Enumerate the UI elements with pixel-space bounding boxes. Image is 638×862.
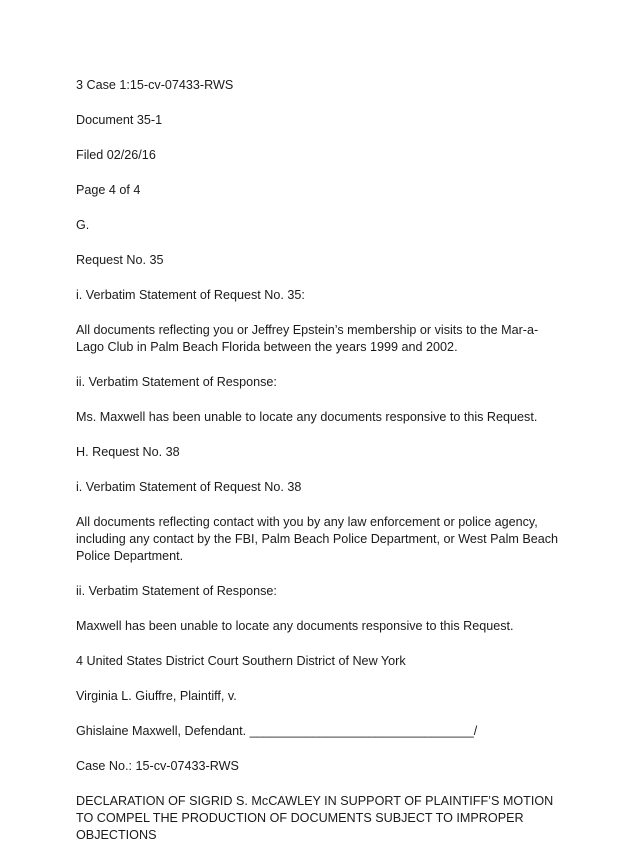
response-35-label: ii. Verbatim Statement of Response: [76, 375, 277, 389]
declaration-title: DECLARATION OF SIGRID S. McCAWLEY IN SUPPORT OF PLAINTIFF’S MOTION TO COMPEL THE PRODUCTION OF DOCUMENTS SUBJECT TO IMPROPER OBJECTIONS [76, 794, 554, 842]
request-35-heading: Request No. 35 [76, 253, 164, 267]
response-38-text: Maxwell has been unable to locate any documents responsive to this Request. [76, 619, 514, 633]
page-number: Page 4 of 4 [76, 183, 141, 197]
plaintiff-line: Virginia L. Giuffre, Plaintiff, v. [76, 689, 237, 703]
request-35-text: All documents reflecting you or Jeffrey Epstein’s membership or visits to the Mar-a-Lago Club in Palm Beach Florida between the years 1999 and 2002. [76, 323, 539, 354]
request-35-statement-label: i. Verbatim Statement of Request No. 35: [76, 288, 305, 302]
response-38-label: ii. Verbatim Statement of Response: [76, 584, 277, 598]
case-header: 3 Case 1:15-cv-07433-RWS [76, 78, 234, 92]
document-body [76, 77, 566, 862]
section-letter-g: G. [76, 218, 90, 232]
case-number: Case No.: 15-cv-07433-RWS [76, 759, 239, 773]
response-35-text: Ms. Maxwell has been unable to locate any documents responsive to this Request. [76, 410, 538, 424]
court-caption: 4 United States District Court Southern District of New York [76, 654, 406, 668]
request-38-heading: H. Request No. 38 [76, 445, 180, 459]
document-number: Document 35-1 [76, 113, 163, 127]
filed-date: Filed 02/26/16 [76, 148, 156, 162]
request-38-statement-label: i. Verbatim Statement of Request No. 38 [76, 480, 302, 494]
defendant-line: Ghislaine Maxwell, Defendant. ________________________________/ [76, 724, 478, 738]
request-38-text: All documents reflecting contact with you by any law enforcement or police agency, including any contact by the FBI, Palm Beach Police Department, or West Palm Beach Police Department. [76, 515, 559, 563]
